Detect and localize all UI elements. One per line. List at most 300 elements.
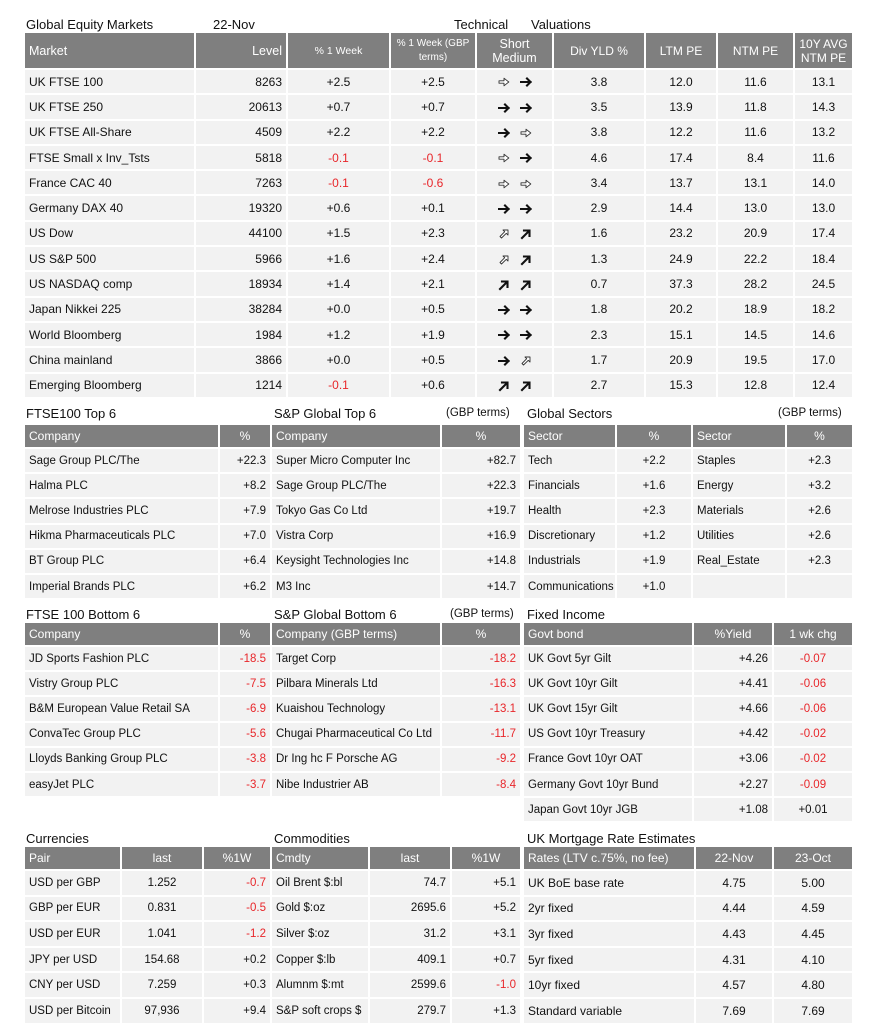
table-row (272, 525, 520, 550)
ntm-pe: 13.0 (718, 196, 795, 221)
sp-bottom-table (272, 623, 520, 798)
market-name: FTSE Small x Inv_Tsts (25, 146, 196, 171)
table-cell: +4.41 (694, 672, 774, 697)
table-row (524, 871, 852, 897)
table-cell: Standard variable (524, 999, 696, 1025)
arrow-right-icon (498, 304, 510, 316)
table-row (272, 499, 520, 524)
div-yield: 3.8 (554, 121, 646, 146)
table-cell: +2.6 (787, 525, 852, 550)
table-cell: Hikma Pharmaceuticals PLC (25, 525, 220, 550)
table-row (524, 499, 852, 524)
table-cell: Tokyo Gas Co Ltd (272, 499, 442, 524)
currencies-title: Currencies (26, 831, 89, 846)
ntm-pe: 20.9 (718, 222, 795, 247)
table-cell (787, 575, 852, 600)
table-cell: 10yr fixed (524, 973, 696, 999)
currencies-header: Pair (25, 847, 122, 871)
fixed-income-table (524, 623, 852, 823)
market-row (25, 146, 852, 171)
table-row (25, 922, 270, 948)
table-cell: -0.06 (774, 697, 852, 722)
report-date: 22-Nov (213, 17, 255, 32)
table-cell: +6.2 (220, 575, 270, 600)
table-row (25, 550, 270, 575)
table-cell: +3.2 (787, 474, 852, 499)
ntm-pe: 11.6 (718, 70, 795, 95)
div-yield: 4.6 (554, 146, 646, 171)
col-market: Market (25, 33, 196, 70)
mortgage-table (524, 847, 852, 1025)
market-level: 5818 (196, 146, 288, 171)
table-cell: Gold $:oz (272, 897, 370, 923)
week-change: +2.5 (288, 70, 391, 95)
week-change-gbp: +2.2 (391, 121, 477, 146)
avg-ntm-pe: 13.1 (795, 70, 852, 95)
market-row (25, 272, 852, 297)
week-change: +0.6 (288, 196, 391, 221)
table-cell: 5yr fixed (524, 948, 696, 974)
sp-top-header: % (442, 425, 520, 449)
arrow-right-outline-icon (498, 76, 510, 88)
table-cell: -18.2 (442, 647, 520, 672)
avg-ntm-pe: 14.6 (795, 323, 852, 348)
avg-ntm-pe: 17.4 (795, 222, 852, 247)
table-row (272, 697, 520, 722)
commodities-table (272, 847, 520, 1025)
table-cell: -0.5 (204, 897, 270, 923)
ftse-bottom-header: % (220, 623, 270, 647)
table-cell: Melrose Industries PLC (25, 499, 220, 524)
table-cell: 279.7 (370, 999, 452, 1025)
technical-signals (477, 146, 554, 171)
col-technical: Short Medium (477, 33, 554, 70)
market-name: Japan Nikkei 225 (25, 298, 196, 323)
currencies-header: last (122, 847, 204, 871)
valuations-label: Valuations (531, 17, 591, 32)
table-cell: 31.2 (370, 922, 452, 948)
ntm-pe: 11.8 (718, 95, 795, 120)
table-cell: Sage Group PLC/The (25, 449, 220, 474)
table-row (524, 999, 852, 1025)
table-cell: +1.2 (617, 525, 693, 550)
table-cell: -18.5 (220, 647, 270, 672)
market-level: 19320 (196, 196, 288, 221)
table-cell: 2695.6 (370, 897, 452, 923)
table-row (25, 575, 270, 600)
ltm-pe: 20.2 (646, 298, 718, 323)
table-row (25, 973, 270, 999)
sp-top-table (272, 425, 520, 600)
ftse-top-header: % (220, 425, 270, 449)
ltm-pe: 20.9 (646, 348, 718, 373)
table-cell: 4.80 (774, 973, 852, 999)
table-cell: UK Govt 15yr Gilt (524, 697, 694, 722)
table-cell: +0.2 (204, 948, 270, 974)
technical-signals (477, 323, 554, 348)
ntm-pe: 14.5 (718, 323, 795, 348)
table-cell: -0.02 (774, 748, 852, 773)
table-cell: Communications (524, 575, 617, 600)
market-level: 18934 (196, 272, 288, 297)
table-cell: +0.3 (204, 973, 270, 999)
table-cell: -0.07 (774, 647, 852, 672)
table-row (272, 647, 520, 672)
table-cell: -3.8 (220, 748, 270, 773)
market-level: 3866 (196, 348, 288, 373)
col-10y-avg: 10Y AVG NTM PE (795, 33, 852, 70)
ftse-bottom-header: Company (25, 623, 220, 647)
avg-ntm-pe: 17.0 (795, 348, 852, 373)
div-yield: 3.4 (554, 171, 646, 196)
avg-ntm-pe: 13.2 (795, 121, 852, 146)
table-cell: 0.831 (122, 897, 204, 923)
div-yield: 2.7 (554, 374, 646, 399)
div-yield: 2.9 (554, 196, 646, 221)
table-row (272, 748, 520, 773)
arrow-up-right-icon (520, 254, 532, 266)
technical-signals (477, 374, 554, 399)
market-level: 38284 (196, 298, 288, 323)
table-row (272, 999, 520, 1025)
table-cell: Target Corp (272, 647, 442, 672)
market-row (25, 121, 852, 146)
week-change-gbp: +2.5 (391, 70, 477, 95)
commodities-header: Cmdty (272, 847, 370, 871)
sectors-header: % (617, 425, 693, 449)
table-cell: +2.3 (617, 499, 693, 524)
week-change: +1.6 (288, 247, 391, 272)
week-change-gbp: +0.5 (391, 298, 477, 323)
table-row (524, 973, 852, 999)
market-name: France CAC 40 (25, 171, 196, 196)
table-cell: 2yr fixed (524, 897, 696, 923)
table-cell: +2.3 (787, 550, 852, 575)
avg-ntm-pe: 18.2 (795, 298, 852, 323)
table-cell: 5.00 (774, 871, 852, 897)
table-row (524, 948, 852, 974)
col-div-yld: Div YLD % (554, 33, 646, 70)
table-row (524, 922, 852, 948)
table-row (524, 723, 852, 748)
table-row (25, 449, 270, 474)
table-cell: UK BoE base rate (524, 871, 696, 897)
table-cell: +2.3 (787, 449, 852, 474)
table-cell: BT Group PLC (25, 550, 220, 575)
table-row (25, 647, 270, 672)
table-cell: +3.06 (694, 748, 774, 773)
table-cell: +0.01 (774, 798, 852, 823)
arrow-up-right-outline-icon (520, 355, 532, 367)
table-cell: +7.9 (220, 499, 270, 524)
table-cell: 4.10 (774, 948, 852, 974)
table-cell: +5.1 (452, 871, 520, 897)
table-row (25, 948, 270, 974)
table-cell: Nibe Industrier AB (272, 773, 442, 798)
table-cell: 4.59 (774, 897, 852, 923)
table-row (524, 449, 852, 474)
table-row (272, 449, 520, 474)
market-name: US S&P 500 (25, 247, 196, 272)
table-cell: +1.08 (694, 798, 774, 823)
table-cell: 2599.6 (370, 973, 452, 999)
table-row (272, 922, 520, 948)
market-name: Germany DAX 40 (25, 196, 196, 221)
week-change-gbp: +2.4 (391, 247, 477, 272)
ntm-pe: 18.9 (718, 298, 795, 323)
table-cell: +4.66 (694, 697, 774, 722)
commodities-title: Commodities (274, 831, 350, 846)
table-cell: 1.252 (122, 871, 204, 897)
mortgage-title: UK Mortgage Rate Estimates (527, 831, 696, 846)
arrow-right-outline-icon (498, 152, 510, 164)
sp-bottom-title: S&P Global Bottom 6 (274, 607, 397, 622)
ltm-pe: 14.4 (646, 196, 718, 221)
avg-ntm-pe: 24.5 (795, 272, 852, 297)
sectors-note: (GBP terms) (778, 407, 842, 419)
ntm-pe: 28.2 (718, 272, 795, 297)
market-row (25, 95, 852, 120)
market-name: US Dow (25, 222, 196, 247)
table-row (25, 897, 270, 923)
market-name: China mainland (25, 348, 196, 373)
arrow-up-right-icon (520, 228, 532, 240)
table-cell: -0.06 (774, 672, 852, 697)
table-row (25, 773, 270, 798)
fixed-header: Govt bond (524, 623, 694, 647)
table-cell: +16.9 (442, 525, 520, 550)
week-change-gbp: +0.6 (391, 374, 477, 399)
table-cell: Financials (524, 474, 617, 499)
mortgage-header: 22-Nov (696, 847, 774, 871)
table-cell: B&M European Value Retail SA (25, 697, 220, 722)
week-change-gbp: -0.1 (391, 146, 477, 171)
arrow-right-icon (498, 355, 510, 367)
table-cell: 7.69 (774, 999, 852, 1025)
arrow-up-right-outline-icon (498, 228, 510, 240)
table-cell: JPY per USD (25, 948, 122, 974)
arrow-up-right-outline-icon (498, 254, 510, 266)
table-cell: -1.0 (452, 973, 520, 999)
arrow-right-outline-icon (520, 178, 532, 190)
table-cell: S&P soft crops $ (272, 999, 370, 1025)
table-row (272, 948, 520, 974)
market-name: Emerging Bloomberg (25, 374, 196, 399)
technical-signals (477, 70, 554, 95)
market-level: 5966 (196, 247, 288, 272)
arrow-right-icon (498, 203, 510, 215)
table-cell: Silver $:oz (272, 922, 370, 948)
table-cell: 409.1 (370, 948, 452, 974)
table-cell: +1.3 (452, 999, 520, 1025)
div-yield: 1.6 (554, 222, 646, 247)
market-row (25, 374, 852, 399)
technical-signals (477, 121, 554, 146)
arrow-right-icon (520, 329, 532, 341)
table-cell: UK Govt 10yr Gilt (524, 672, 694, 697)
ftse-bottom-title: FTSE 100 Bottom 6 (26, 607, 141, 622)
div-yield: 1.8 (554, 298, 646, 323)
table-cell: Halma PLC (25, 474, 220, 499)
ntm-pe: 22.2 (718, 247, 795, 272)
table-cell: 3yr fixed (524, 922, 696, 948)
technical-signals (477, 348, 554, 373)
table-row (524, 550, 852, 575)
table-cell: 4.45 (774, 922, 852, 948)
table-cell: -9.2 (442, 748, 520, 773)
sectors-header: Sector (524, 425, 617, 449)
table-cell: Health (524, 499, 617, 524)
week-change-gbp: +2.1 (391, 272, 477, 297)
avg-ntm-pe: 13.0 (795, 196, 852, 221)
market-row (25, 323, 852, 348)
table-cell: ConvaTec Group PLC (25, 723, 220, 748)
table-row (524, 798, 852, 823)
table-cell: +3.1 (452, 922, 520, 948)
currencies-table (25, 847, 270, 1025)
table-cell: Chugai Pharmaceutical Co Ltd (272, 723, 442, 748)
arrow-right-icon (520, 102, 532, 114)
week-change-gbp: +2.3 (391, 222, 477, 247)
table-row (272, 672, 520, 697)
sp-bottom-header: % (442, 623, 520, 647)
ltm-pe: 24.9 (646, 247, 718, 272)
market-level: 44100 (196, 222, 288, 247)
mortgage-header: 23-Oct (774, 847, 852, 871)
ntm-pe: 8.4 (718, 146, 795, 171)
sp-bottom-header: Company (GBP terms) (272, 623, 442, 647)
week-change-gbp: +0.7 (391, 95, 477, 120)
arrow-right-icon (520, 76, 532, 88)
div-yield: 1.3 (554, 247, 646, 272)
week-change: +1.2 (288, 323, 391, 348)
fixed-header: 1 wk chg (774, 623, 852, 647)
sectors-title: Global Sectors (527, 406, 613, 421)
avg-ntm-pe: 18.4 (795, 247, 852, 272)
technical-signals (477, 95, 554, 120)
arrow-right-icon (498, 127, 510, 139)
commodities-header: last (370, 847, 452, 871)
table-cell: -11.7 (442, 723, 520, 748)
technical-label: Technical (454, 17, 509, 32)
table-cell: Alumnm $:mt (272, 973, 370, 999)
week-change: +0.7 (288, 95, 391, 120)
market-row (25, 247, 852, 272)
col-week-gbp: % 1 Week (GBP terms) (391, 33, 477, 70)
ltm-pe: 12.0 (646, 70, 718, 95)
week-change-gbp: -0.6 (391, 171, 477, 196)
table-cell: GBP per EUR (25, 897, 122, 923)
market-level: 20613 (196, 95, 288, 120)
table-cell: easyJet PLC (25, 773, 220, 798)
week-change: +0.0 (288, 348, 391, 373)
col-ltm-pe: LTM PE (646, 33, 718, 70)
table-cell: -6.9 (220, 697, 270, 722)
table-cell: Sage Group PLC/The (272, 474, 442, 499)
technical-signals (477, 298, 554, 323)
table-row (25, 723, 270, 748)
market-name: UK FTSE All-Share (25, 121, 196, 146)
table-row (272, 871, 520, 897)
market-name: US NASDAQ comp (25, 272, 196, 297)
col-level: Level (196, 33, 288, 70)
table-cell: +2.2 (617, 449, 693, 474)
table-cell: JD Sports Fashion PLC (25, 647, 220, 672)
arrow-right-icon (520, 203, 532, 215)
technical-signals (477, 272, 554, 297)
market-row (25, 171, 852, 196)
table-row (25, 871, 270, 897)
table-cell: -5.6 (220, 723, 270, 748)
table-cell: 4.31 (696, 948, 774, 974)
currencies-header: %1W (204, 847, 270, 871)
table-cell: -3.7 (220, 773, 270, 798)
table-cell (693, 575, 787, 600)
arrow-up-right-icon (520, 380, 532, 392)
week-change: +1.5 (288, 222, 391, 247)
week-change: +0.0 (288, 298, 391, 323)
avg-ntm-pe: 11.6 (795, 146, 852, 171)
market-row (25, 196, 852, 221)
table-cell: CNY per USD (25, 973, 122, 999)
ltm-pe: 15.1 (646, 323, 718, 348)
table-cell: Copper $:lb (272, 948, 370, 974)
technical-signals (477, 247, 554, 272)
market-level: 4509 (196, 121, 288, 146)
table-row (272, 773, 520, 798)
ltm-pe: 17.4 (646, 146, 718, 171)
table-cell: +2.27 (694, 773, 774, 798)
table-cell: 1.041 (122, 922, 204, 948)
table-cell: -7.5 (220, 672, 270, 697)
week-change-gbp: +0.5 (391, 348, 477, 373)
arrow-right-icon (498, 329, 510, 341)
market-row (25, 348, 852, 373)
table-cell: 154.68 (122, 948, 204, 974)
table-row (524, 773, 852, 798)
market-name: UK FTSE 250 (25, 95, 196, 120)
fixed-income-title: Fixed Income (527, 607, 606, 622)
table-cell: Vistry Group PLC (25, 672, 220, 697)
table-cell: USD per EUR (25, 922, 122, 948)
technical-signals (477, 222, 554, 247)
table-cell: Pilbara Minerals Ltd (272, 672, 442, 697)
table-cell: -16.3 (442, 672, 520, 697)
arrow-up-right-icon (520, 279, 532, 291)
ftse-top-table (25, 425, 270, 600)
table-cell: +2.6 (787, 499, 852, 524)
ftse-top-title: FTSE100 Top 6 (26, 406, 117, 421)
table-row (25, 748, 270, 773)
table-cell: +22.3 (220, 449, 270, 474)
table-cell: Tech (524, 449, 617, 474)
market-level: 1984 (196, 323, 288, 348)
table-cell: 4.57 (696, 973, 774, 999)
table-row (524, 525, 852, 550)
table-row (272, 575, 520, 600)
table-cell: +14.8 (442, 550, 520, 575)
table-row (524, 748, 852, 773)
table-cell: Japan Govt 10yr JGB (524, 798, 694, 823)
div-yield: 1.7 (554, 348, 646, 373)
table-cell: Lloyds Banking Group PLC (25, 748, 220, 773)
ftse-top-header: Company (25, 425, 220, 449)
table-cell: Vistra Corp (272, 525, 442, 550)
table-cell: France Govt 10yr OAT (524, 748, 694, 773)
table-cell: 4.43 (696, 922, 774, 948)
table-cell: 4.75 (696, 871, 774, 897)
ntm-pe: 13.1 (718, 171, 795, 196)
